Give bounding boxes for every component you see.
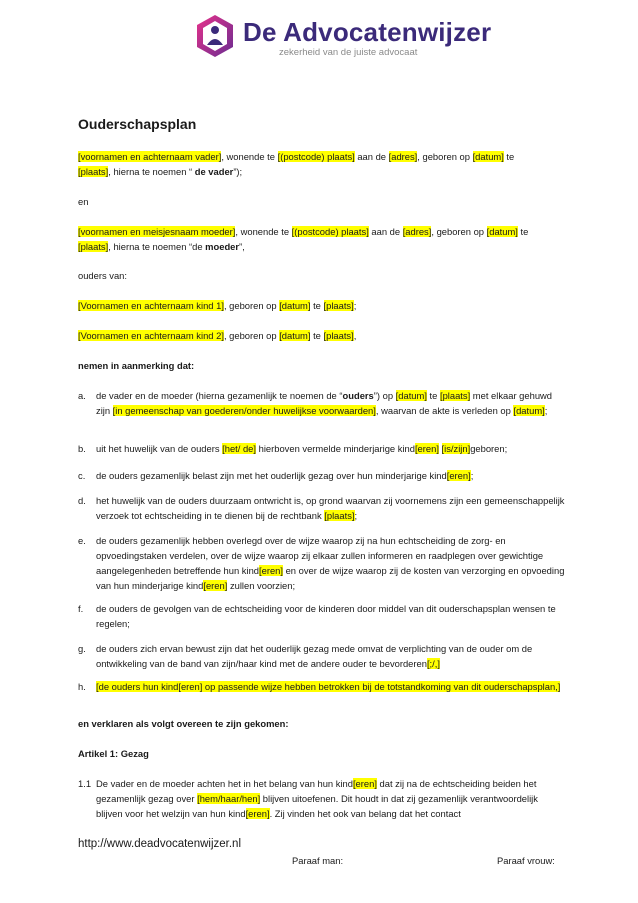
item-e-text: de ouders gezamenlijk hebben overlegd over de wijze waarop zij na hun echtscheiding de zorg- en opvoedingstaken verdelen, over de wijze waarop zij elkaar zullen informeren en raadplegen over gewichtige aangelegenheden betreffende hun kind[eren] en over de wijze waarop zij de kosten van verzorging en opvoeding van hun minderjarige kind[eren] zullen voorzien;: [96, 535, 565, 591]
placeholder-kind2-datum[interactable]: [datum]: [279, 330, 311, 341]
item-g-text: de ouders zich ervan bewust zijn dat het ouderlijk gezag mede omvat de verplichting van de ouder om de ontwikkeling van de band van zijn/haar kind met de andere ouder te bevorderen[;/,]: [96, 643, 533, 669]
footer-url-link[interactable]: http://www.deadvocatenwijzer.nl: [78, 838, 242, 850]
document-title: Ouderschapsplan: [78, 116, 197, 132]
heading-artikel-1: Artikel 1: Gezag: [78, 748, 149, 759]
placeholder-vader-datum[interactable]: [datum]: [472, 151, 504, 162]
item-b-label: b.: [78, 443, 86, 454]
item-c-text: de ouders gezamenlijk belast zijn met het ouderlijk gezag over hun minderjarige kind[eren];: [96, 470, 474, 481]
placeholder-vader-postcode[interactable]: [(postcode) plaats]: [277, 151, 355, 162]
placeholder-moeder-adres[interactable]: [adres]: [402, 226, 432, 237]
item-f-label: f.: [78, 603, 84, 614]
placeholder-moeder-naam[interactable]: [voornamen en meisjesnaam moeder]: [78, 226, 236, 237]
item-b-text: uit het huwelijk van de ouders [het/ de] hierboven vermelde minderjarige kind[eren] [is/zijn]geboren;: [96, 443, 508, 454]
logo-hexagon-icon: [195, 14, 235, 58]
item-c-label: c.: [78, 470, 86, 481]
logo-subtitle: zekerheid van de juiste advocaat: [279, 47, 418, 58]
placeholder-vader-adres[interactable]: [adres]: [388, 151, 418, 162]
item-e-label: e.: [78, 535, 86, 546]
placeholder-kind2-naam[interactable]: [Voornamen en achternaam kind 2]: [78, 330, 224, 341]
logo-title: De Advocatenwijzer: [243, 17, 492, 47]
art-1-1-label: 1.1: [78, 778, 92, 789]
placeholder-kind1-datum[interactable]: [datum]: [279, 300, 311, 311]
heading-verklaren: en verklaren als volgt overeen te zijn gekomen:: [78, 718, 289, 729]
kind-2: [Voornamen en achternaam kind 2], geboren op [datum] te [plaats],: [78, 330, 357, 341]
text-ouders-van: ouders van:: [78, 270, 127, 281]
text-en: en: [78, 196, 89, 207]
item-g-label: g.: [78, 643, 86, 654]
item-a-label: a.: [78, 390, 86, 401]
placeholder-moeder-plaats[interactable]: [plaats]: [78, 241, 109, 252]
brand-logo[interactable]: [195, 12, 492, 64]
item-d-label: d.: [78, 495, 86, 506]
placeholder-kind1-plaats[interactable]: [plaats]: [323, 300, 354, 311]
placeholder-kind2-plaats[interactable]: [plaats]: [323, 330, 354, 341]
item-h-label: h.: [78, 681, 86, 692]
footer-paraaf-man: Paraaf man:: [292, 855, 344, 866]
placeholder-kind1-naam[interactable]: [Voornamen en achternaam kind 1]: [78, 300, 224, 311]
kind-1: [Voornamen en achternaam kind 1], geboren op [datum] te [plaats];: [78, 300, 357, 311]
party-moeder: [voornamen en meisjesnaam moeder], wonende te [(postcode) plaats] aan de [adres], geboren op [datum] te [plaats], hierna te noemen “de moeder”,: [78, 226, 529, 252]
party-vader: [voornamen en achternaam vader], wonende te [(postcode) plaats] aan de [adres], geboren op [datum] te [plaats], hierna te noemen “ de vader”);: [78, 151, 515, 177]
placeholder-vader-plaats[interactable]: [plaats]: [78, 166, 109, 177]
heading-nemen: nemen in aanmerking dat:: [78, 360, 195, 371]
item-d-text: het huwelijk van de ouders duurzaam ontwricht is, op grond waarvan zij voornemens zijn een gemeenschappelijk verzoek tot echtscheiding in te dienen bij de rechtbank [plaats];: [96, 495, 565, 521]
placeholder-moeder-postcode[interactable]: [(postcode) plaats]: [291, 226, 369, 237]
art-1-1-text: De vader en de moeder achten het in het belang van hun kind[eren] dat zij na de echtscheiding beiden het gezamenlijk gezag over [hem/haar/hen] blijven uitoefenen. Dit houdt in dat zij gezamenlijk verantwoordelijk blijven voor het welzijn van hun kind[eren]. Zij vinden het ook van belang dat het contact: [96, 778, 538, 819]
placeholder-moeder-datum[interactable]: [datum]: [486, 226, 518, 237]
item-h-text: [de ouders hun kind[eren] op passende wijze hebben betrokken bij de totstandkoming van dit ouderschapsplan,]: [96, 681, 561, 692]
item-f-text: de ouders de gevolgen van de echtscheiding voor de kinderen door middel van dit ouderschapsplan wensen te regelen;: [96, 603, 556, 629]
footer-paraaf-vrouw: Paraaf vrouw:: [497, 855, 555, 866]
placeholder-vader-naam[interactable]: [voornamen en achternaam vader]: [78, 151, 222, 162]
item-a-text: de vader en de moeder (hierna gezamenlijk te noemen de “ouders”) op [datum] te [plaats] met elkaar gehuwd zijn [in gemeenschap van goederen/onder huwelijkse voorwaarden], waarvan de akte is verleden op [datum];: [96, 390, 553, 416]
